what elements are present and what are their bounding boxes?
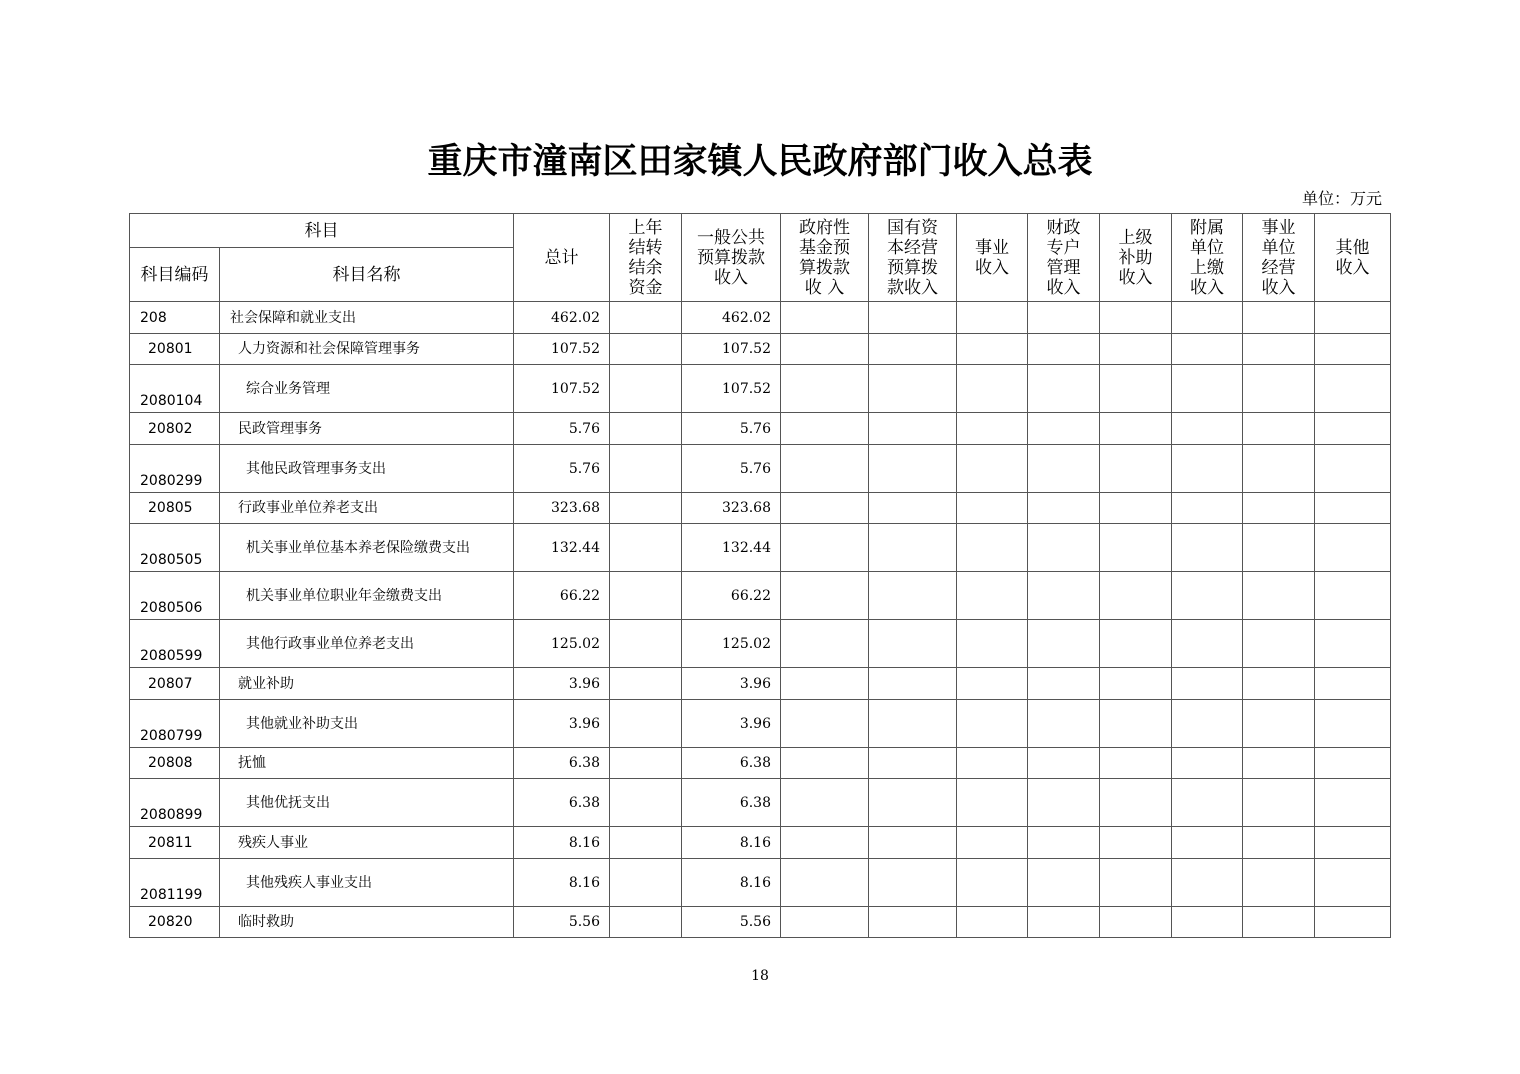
row-name: 其他行政事业单位养老支出 (220, 620, 514, 668)
row-general: 3.96 (682, 700, 781, 748)
row-code: 2080104 (130, 365, 220, 413)
row-total: 8.16 (514, 827, 610, 859)
table-row (130, 859, 1391, 907)
row-general: 3.96 (682, 668, 781, 700)
row-total: 3.96 (514, 668, 610, 700)
row-general: 107.52 (682, 334, 781, 365)
row-name: 其他残疾人事业支出 (220, 859, 514, 907)
state-capital-header: 国有资本经营预算拨款收入 (869, 214, 957, 302)
table-row (130, 907, 1391, 938)
row-name: 临时救助 (220, 907, 514, 938)
row-code: 2080799 (130, 700, 220, 748)
row-name: 机关事业单位基本养老保险缴费支出 (220, 524, 514, 572)
row-total: 125.02 (514, 620, 610, 668)
row-general: 125.02 (682, 620, 781, 668)
subject-header: 科目 (130, 214, 514, 248)
gov-fund-header: 政府性基金预算拨款收 入 (781, 214, 869, 302)
name-header: 科目名称 (220, 248, 514, 302)
table-row (130, 827, 1391, 859)
page-number: 18 (751, 968, 769, 984)
row-total: 132.44 (514, 524, 610, 572)
table-row (130, 493, 1391, 524)
row-name: 社会保障和就业支出 (220, 302, 514, 334)
row-total: 462.02 (514, 302, 610, 334)
table-row (130, 748, 1391, 779)
affiliated-header: 附属单位上缴收入 (1172, 214, 1243, 302)
total-header: 总计 (514, 214, 610, 302)
row-total: 6.38 (514, 779, 610, 827)
unit-label: 单位：万元 (1301, 189, 1382, 208)
row-general: 107.52 (682, 365, 781, 413)
row-total: 107.52 (514, 334, 610, 365)
row-general: 6.38 (682, 748, 781, 779)
row-name: 行政事业单位养老支出 (220, 493, 514, 524)
row-code: 20811 (130, 827, 220, 859)
row-general: 66.22 (682, 572, 781, 620)
business-operation-header: 事业单位经营收入 (1243, 214, 1315, 302)
row-name: 就业补助 (220, 668, 514, 700)
row-total: 107.52 (514, 365, 610, 413)
row-total: 5.56 (514, 907, 610, 938)
row-code: 2080506 (130, 572, 220, 620)
table-row (130, 302, 1391, 334)
row-total: 3.96 (514, 700, 610, 748)
fiscal-special-header: 财政专户管理收入 (1028, 214, 1100, 302)
page-title: 重庆市潼南区田家镇人民政府部门收入总表 (427, 142, 1093, 182)
row-total: 6.38 (514, 748, 610, 779)
row-code: 20801 (130, 334, 220, 365)
table-row (130, 524, 1391, 572)
table-row (130, 334, 1391, 365)
row-name: 综合业务管理 (220, 365, 514, 413)
row-general: 5.76 (682, 445, 781, 493)
table-row (130, 700, 1391, 748)
superior-subsidy-header: 上级补助收入 (1100, 214, 1172, 302)
row-total: 8.16 (514, 859, 610, 907)
table-row (130, 445, 1391, 493)
general-budget-header: 一般公共预算拨款收入 (682, 214, 781, 302)
row-code: 20808 (130, 748, 220, 779)
business-income-header: 事业收入 (957, 214, 1028, 302)
row-code: 20820 (130, 907, 220, 938)
row-general: 8.16 (682, 827, 781, 859)
row-general: 132.44 (682, 524, 781, 572)
row-name: 其他民政管理事务支出 (220, 445, 514, 493)
table-row (130, 779, 1391, 827)
row-total: 5.76 (514, 445, 610, 493)
row-name: 抚恤 (220, 748, 514, 779)
table-row (130, 365, 1391, 413)
row-general: 8.16 (682, 859, 781, 907)
table-row (130, 413, 1391, 445)
other-income-header: 其他收入 (1315, 214, 1391, 302)
row-code: 2080505 (130, 524, 220, 572)
income-summary-table (129, 213, 1391, 938)
code-header: 科目编码 (130, 248, 220, 302)
row-name: 民政管理事务 (220, 413, 514, 445)
row-general: 5.76 (682, 413, 781, 445)
row-code: 208 (130, 302, 220, 334)
table-row (130, 620, 1391, 668)
row-general: 6.38 (682, 779, 781, 827)
row-code: 20807 (130, 668, 220, 700)
row-total: 323.68 (514, 493, 610, 524)
row-name: 其他就业补助支出 (220, 700, 514, 748)
row-name: 人力资源和社会保障管理事务 (220, 334, 514, 365)
row-code: 20802 (130, 413, 220, 445)
row-name: 其他优抚支出 (220, 779, 514, 827)
carryover-header: 上年结转结余资金 (610, 214, 682, 302)
row-code: 2080599 (130, 620, 220, 668)
row-code: 20805 (130, 493, 220, 524)
row-code: 2081199 (130, 859, 220, 907)
table-row (130, 668, 1391, 700)
row-total: 5.76 (514, 413, 610, 445)
row-general: 323.68 (682, 493, 781, 524)
row-name: 残疾人事业 (220, 827, 514, 859)
table-row (130, 572, 1391, 620)
row-name: 机关事业单位职业年金缴费支出 (220, 572, 514, 620)
row-code: 2080899 (130, 779, 220, 827)
row-general: 462.02 (682, 302, 781, 334)
row-total: 66.22 (514, 572, 610, 620)
row-code: 2080299 (130, 445, 220, 493)
row-general: 5.56 (682, 907, 781, 938)
